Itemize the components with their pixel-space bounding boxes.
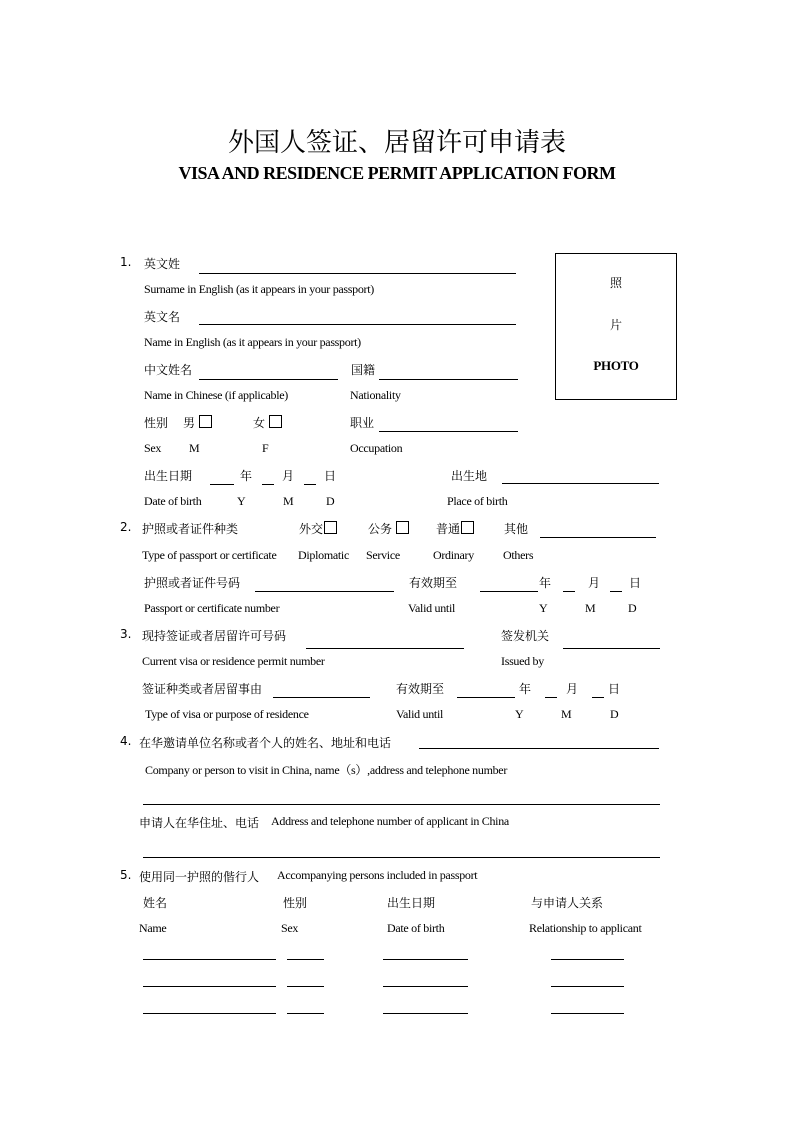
section-3-number: 3. — [120, 627, 132, 641]
visa-valid-day-label: 日 — [608, 682, 621, 696]
nationality-label-zh: 国籍 — [351, 363, 376, 377]
chinese-name-field[interactable] — [199, 379, 338, 380]
occupation-label-en: Occupation — [350, 441, 403, 455]
dob-month-label: 月 — [282, 469, 295, 483]
section-5-number: 5. — [120, 868, 132, 882]
given-name-field[interactable] — [199, 324, 516, 325]
photo-label: PHOTO — [593, 358, 639, 373]
passport-valid-day-label: 日 — [629, 576, 642, 590]
given-name-label-zh: 英文名 — [144, 310, 181, 324]
issued-by-label-en: Issued by — [501, 654, 544, 668]
others-field[interactable] — [540, 537, 656, 538]
service-option[interactable] — [368, 520, 409, 537]
pob-label-en: Place of birth — [447, 494, 508, 508]
dob-d-label: D — [326, 494, 335, 508]
company-label-en: Company or person to visit in China, name（s）,address and telephone number — [145, 763, 508, 777]
chinese-name-label-en: Name in Chinese (if applicable) — [144, 388, 288, 402]
dob-day-field[interactable] — [304, 484, 316, 485]
companion-3-sex-field[interactable] — [287, 1013, 324, 1014]
accompanying-label-en: Accompanying persons included in passport — [277, 868, 478, 882]
diplomatic-label: 外交 — [299, 522, 324, 536]
pob-field[interactable] — [502, 483, 659, 484]
form-title-english: VISA AND RESIDENCE PERMIT APPLICATION FORM — [178, 163, 616, 183]
dob-y-label: Y — [237, 494, 246, 508]
occupation-label-zh: 职业 — [350, 416, 375, 430]
surname-label-zh: 英文姓 — [144, 257, 181, 271]
current-visa-label-en: Current visa or residence permit number — [142, 654, 325, 668]
passport-type-label-en: Type of passport or certificate — [142, 548, 277, 562]
female-checkbox[interactable] — [269, 415, 282, 428]
visa-valid-year-label: 年 — [519, 682, 532, 696]
passport-valid-day-field[interactable] — [610, 591, 622, 592]
issued-by-label-zh: 签发机关 — [501, 629, 550, 643]
chinese-name-label-zh: 中文姓名 — [144, 363, 193, 377]
col-relationship-zh: 与申请人关系 — [531, 896, 604, 910]
section-1-number: 1. — [120, 255, 132, 269]
dob-m-label: M — [283, 494, 294, 508]
photo-char-1: 照 — [609, 276, 622, 290]
passport-valid-label-zh: 有效期至 — [409, 576, 458, 590]
companion-1-name-field[interactable] — [143, 959, 276, 960]
others-label-zh: 其他 — [504, 522, 529, 536]
passport-valid-month-field[interactable] — [563, 591, 575, 592]
form-title-chinese: 外国人签证、居留许可申请表 — [227, 128, 566, 158]
dob-label-en: Date of birth — [144, 494, 202, 508]
dob-day-label: 日 — [324, 469, 337, 483]
visa-type-field[interactable] — [273, 697, 370, 698]
surname-label-en: Surname in English (as it appears in your passport) — [144, 282, 374, 296]
col-sex-zh: 性别 — [283, 896, 308, 910]
visa-valid-label-en: Valid until — [396, 707, 444, 721]
accompanying-label-zh: 使用同一护照的偕行人 — [139, 870, 260, 884]
nationality-field[interactable] — [379, 379, 518, 380]
company-field-line-2[interactable] — [143, 804, 660, 805]
companion-2-sex-field[interactable] — [287, 986, 324, 987]
diplomatic-label-en: Diplomatic — [298, 548, 349, 562]
companion-2-relationship-field[interactable] — [551, 986, 624, 987]
diplomatic-checkbox[interactable] — [324, 521, 337, 534]
companion-1-sex-field[interactable] — [287, 959, 324, 960]
service-checkbox[interactable] — [396, 521, 409, 534]
surname-field[interactable] — [199, 273, 516, 274]
companion-3-dob-field[interactable] — [383, 1013, 468, 1014]
male-option[interactable] — [183, 414, 212, 431]
companion-3-relationship-field[interactable] — [551, 1013, 624, 1014]
female-label-en: F — [262, 441, 269, 455]
visa-valid-month-field[interactable] — [545, 697, 557, 698]
sex-label-en: Sex — [144, 441, 162, 455]
nationality-label-en: Nationality — [350, 388, 401, 402]
company-field[interactable] — [419, 748, 659, 749]
passport-valid-month-label: 月 — [588, 576, 601, 590]
female-label: 女 — [253, 416, 266, 430]
companion-1-dob-field[interactable] — [383, 959, 468, 960]
visa-valid-month-label: 月 — [566, 682, 579, 696]
current-visa-label-zh: 现持签证或者居留许可号码 — [142, 629, 287, 643]
visa-valid-year-field[interactable] — [457, 697, 515, 698]
visa-valid-label-zh: 有效期至 — [396, 682, 445, 696]
visa-valid-day-field[interactable] — [592, 697, 604, 698]
passport-valid-m-label: M — [585, 601, 596, 615]
address-field[interactable] — [143, 857, 660, 858]
current-visa-field[interactable] — [306, 648, 464, 649]
photo-char-2: 片 — [609, 318, 622, 332]
col-name-en: Name — [139, 921, 167, 935]
visa-valid-m-label: M — [561, 707, 572, 721]
male-label: 男 — [183, 416, 196, 430]
col-sex-en: Sex — [281, 921, 299, 935]
passport-valid-y-label: Y — [539, 601, 548, 615]
companion-3-name-field[interactable] — [143, 1013, 276, 1014]
passport-valid-d-label: D — [628, 601, 637, 615]
passport-number-label-en: Passport or certificate number — [144, 601, 280, 615]
dob-month-field[interactable] — [262, 484, 274, 485]
visa-type-label-en: Type of visa or purpose of residence — [145, 707, 309, 721]
section-2-number: 2. — [120, 520, 132, 534]
male-checkbox[interactable] — [199, 415, 212, 428]
address-label-en: Address and telephone number of applicant in China — [271, 814, 509, 828]
passport-valid-label-en: Valid until — [408, 601, 456, 615]
ordinary-label: 普通 — [436, 522, 461, 536]
address-label-zh: 申请人在华住址、电话 — [139, 816, 260, 830]
section-4-number: 4. — [120, 734, 132, 748]
ordinary-label-en: Ordinary — [433, 548, 474, 562]
others-label-en: Others — [503, 548, 534, 562]
ordinary-checkbox[interactable] — [461, 521, 474, 534]
dob-label-zh: 出生日期 — [144, 469, 193, 483]
service-label: 公务 — [368, 522, 393, 536]
col-name-zh: 姓名 — [143, 896, 168, 910]
companion-1-relationship-field[interactable] — [551, 959, 624, 960]
issued-by-field[interactable] — [563, 648, 660, 649]
visa-valid-y-label: Y — [515, 707, 524, 721]
pob-label-zh: 出生地 — [451, 469, 488, 483]
company-label-zh: 在华邀请单位名称或者个人的姓名、地址和电话 — [139, 736, 392, 750]
given-name-label-en: Name in English (as it appears in your passport) — [144, 335, 361, 349]
passport-valid-year-field[interactable] — [480, 591, 538, 592]
passport-number-label-zh: 护照或者证件号码 — [144, 576, 241, 590]
ordinary-option[interactable] — [436, 520, 474, 537]
passport-number-field[interactable] — [255, 591, 394, 592]
companion-2-dob-field[interactable] — [383, 986, 468, 987]
female-option[interactable] — [253, 414, 282, 431]
col-dob-zh: 出生日期 — [387, 896, 436, 910]
dob-year-field[interactable] — [210, 484, 234, 485]
companion-2-name-field[interactable] — [143, 986, 276, 987]
visa-valid-d-label: D — [610, 707, 619, 721]
occupation-field[interactable] — [379, 431, 518, 432]
dob-year-label: 年 — [240, 469, 253, 483]
diplomatic-option[interactable] — [299, 520, 337, 537]
col-relationship-en: Relationship to applicant — [529, 921, 642, 935]
col-dob-en: Date of birth — [387, 921, 445, 935]
visa-type-label-zh: 签证种类或者居留事由 — [142, 682, 263, 696]
photo-box[interactable] — [555, 253, 677, 400]
passport-type-label-zh: 护照或者证件种类 — [142, 522, 239, 536]
male-label-en: M — [189, 441, 200, 455]
service-label-en: Service — [366, 548, 400, 562]
passport-valid-year-label: 年 — [539, 576, 552, 590]
sex-label-zh: 性别 — [144, 416, 169, 430]
